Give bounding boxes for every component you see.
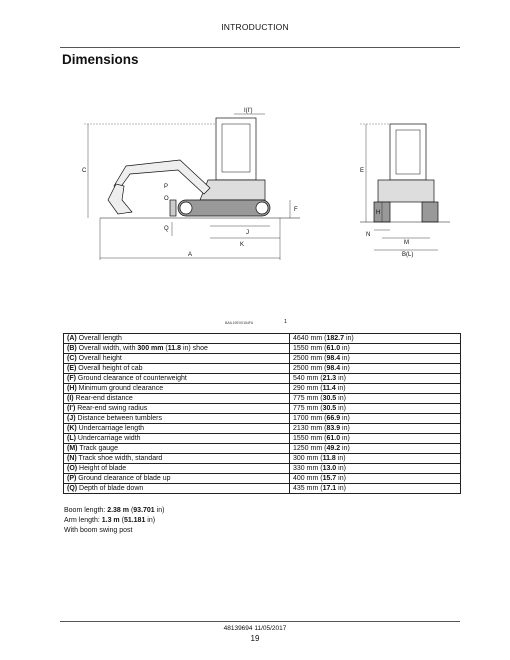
- dimension-value: 775 mm (30.5 in): [290, 394, 461, 404]
- footer-rule: [60, 621, 460, 622]
- dimension-value: 1550 mm (61.0 in): [290, 434, 461, 444]
- table-row: [64, 334, 461, 344]
- label-E: E: [360, 168, 365, 174]
- label-A: A: [188, 252, 193, 258]
- dimension-name: (I) Rear-end distance: [64, 394, 290, 404]
- dimension-value: 435 mm (17.1 in): [290, 484, 461, 494]
- label-P: P: [164, 184, 169, 190]
- dimension-name: (L) Undercarriage width: [64, 434, 290, 444]
- label-J: J: [246, 230, 249, 236]
- footer-document-code: 48139694 11/05/2017: [223, 625, 287, 632]
- dimension-name: (E) Overall height of cab: [64, 364, 290, 374]
- table-row: [64, 404, 461, 414]
- table-row: [64, 394, 461, 404]
- label-BL: B(L): [402, 252, 414, 258]
- table-row: [64, 444, 461, 454]
- dimension-name: (H) Minimum ground clearance: [64, 384, 290, 394]
- table-row: [64, 464, 461, 474]
- dimension-name: (F) Ground clearance of counterweight: [64, 374, 290, 384]
- label-N: N: [366, 232, 371, 238]
- dimension-name: (C) Overall height: [64, 354, 290, 364]
- dimension-value: 540 mm (21.3 in): [290, 374, 461, 384]
- table-row: [64, 384, 461, 394]
- table-row: [64, 454, 461, 464]
- figure-code: BAIL19EX0154FA: [225, 321, 254, 325]
- dimension-name: (N) Track shoe width, standard: [64, 454, 290, 464]
- dimension-value: 1700 mm (66.9 in): [290, 414, 461, 424]
- dimension-value: 4640 mm (182.7 in): [290, 334, 461, 344]
- table-row: [64, 434, 461, 444]
- dimension-value: 2130 mm (83.9 in): [290, 424, 461, 434]
- dimension-value: 290 mm (11.4 in): [290, 384, 461, 394]
- dimension-name: (P) Ground clearance of blade up: [64, 474, 290, 484]
- table-row: [64, 364, 461, 374]
- table-row: [64, 474, 461, 484]
- page-title: Dimensions: [62, 52, 139, 67]
- label-Q: Q: [164, 226, 169, 232]
- dimension-value: 300 mm (11.8 in): [290, 454, 461, 464]
- dimension-value: 775 mm (30.5 in): [290, 404, 461, 414]
- boom-length-note: Boom length: 2.38 m (93.701 in): [64, 507, 165, 514]
- dimension-name: (K) Undercarriage length: [64, 424, 290, 434]
- label-M: M: [404, 240, 409, 246]
- label-F: F: [294, 207, 298, 213]
- arm-length-note: Arm length: 1.3 m (51.181 in): [64, 517, 156, 524]
- table-row: [64, 414, 461, 424]
- dimension-name: (I') Rear-end swing radius: [64, 404, 290, 414]
- running-header: INTRODUCTION: [221, 22, 289, 32]
- header-rule: [60, 47, 460, 48]
- label-C: C: [82, 168, 87, 174]
- dimension-name: (M) Track gauge: [64, 444, 290, 454]
- dimension-name: (O) Height of blade: [64, 464, 290, 474]
- label-K: K: [240, 242, 245, 248]
- boom-swing-post-note: With boom swing post: [64, 527, 133, 534]
- excavator-dimension-figure: [60, 88, 460, 288]
- dimension-value: 2500 mm (98.4 in): [290, 364, 461, 374]
- table-row: [64, 484, 461, 494]
- dimension-value: 400 mm (15.7 in): [290, 474, 461, 484]
- table-row: [64, 374, 461, 384]
- dimension-name: (Q) Depth of blade down: [64, 484, 290, 494]
- table-row: [64, 344, 461, 354]
- page-number: 19: [250, 634, 260, 643]
- notes: [64, 506, 164, 536]
- dimension-value: 330 mm (13.0 in): [290, 464, 461, 474]
- dimension-value: 2500 mm (98.4 in): [290, 354, 461, 364]
- figure-number: 1: [284, 319, 288, 325]
- label-O: O: [164, 196, 169, 202]
- table-row: [64, 424, 461, 434]
- dimension-name: (A) Overall length: [64, 334, 290, 344]
- dimension-value: 1550 mm (61.0 in): [290, 344, 461, 354]
- table-row: [64, 354, 461, 364]
- dimension-name: (B) Overall width, with 300 mm (11.8 in) shoe: [64, 344, 290, 354]
- label-I-prime: I(I'): [244, 108, 253, 114]
- dimension-value: 1250 mm (49.2 in): [290, 444, 461, 454]
- label-H: H: [376, 210, 381, 216]
- dimension-name: (J) Distance between tumblers: [64, 414, 290, 424]
- dimensions-table: [63, 333, 461, 494]
